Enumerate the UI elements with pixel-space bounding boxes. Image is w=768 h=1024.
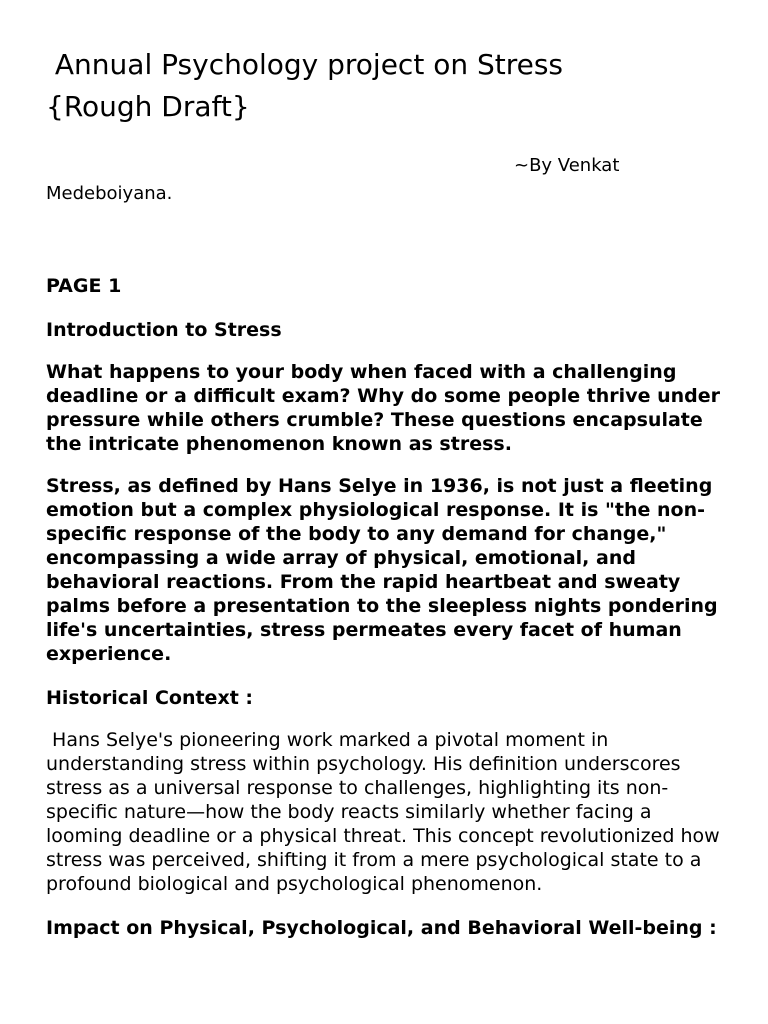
byline-part-2: Medeboiyana.: [46, 183, 173, 204]
historical-context-paragraph: Hans Selye's pioneering work marked a pivotal moment in understanding stress within psychology. His definition underscores stress as a universal response to challenges, highlighting its non-specific nature—how the body reacts similarly whether facing a looming deadline or a physical threat. This concept revolutionized how stress was perceived, shifting it from a mere psychological state to a profound biological and psychological phenomenon.: [46, 729, 726, 895]
title-line-1: Annual Psychology project on Stress: [46, 48, 564, 81]
intro-paragraph-2: Stress, as defined by Hans Selye in 1936, is not just a fleeting emotion but a complex physiological response. It is "the non-specific response of the body to any demand for change," encompassing a wide array of physical, emotional, and behavioral reactions. From the rapid heartbeat and sweaty palms before a presentation to the sleepless nights pondering life's uncertainties, stress permeates every facet of human experience.: [46, 475, 718, 665]
intro-paragraph-1: What happens to your body when faced with a challenging deadline or a difficult exam? Why do some people thrive under pressure while others crumble? These questions encapsulate the intricate phenomenon known as stress.: [46, 361, 720, 455]
document-page: [46, 44, 726, 940]
byline-part-1: ~By Venkat: [514, 155, 620, 176]
author-byline: [46, 152, 726, 208]
title-line-2: {Rough Draft}: [46, 90, 250, 123]
heading-introduction: Introduction to Stress: [46, 319, 282, 341]
page-label: PAGE 1: [46, 275, 122, 297]
heading-historical-context: Historical Context :: [46, 687, 253, 709]
heading-impact: Impact on Physical, Psychological, and Behavioral Well-being :: [46, 917, 717, 939]
document-title: [46, 44, 726, 128]
